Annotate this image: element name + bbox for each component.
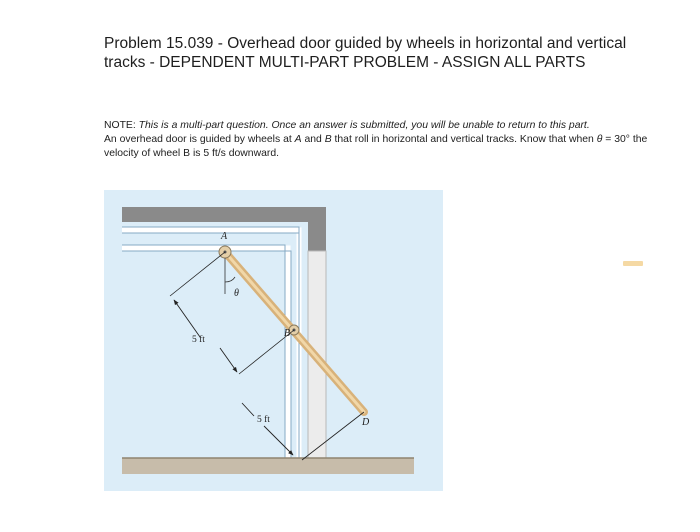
statement-point-b: B	[324, 134, 332, 145]
statement-mid: and	[304, 134, 322, 145]
door-figure	[104, 190, 443, 491]
dimension-right: 5 ft	[257, 415, 270, 425]
note-label: NOTE:	[104, 120, 136, 131]
figure-background	[104, 190, 443, 491]
statement-prefix: An overhead door is guided by wheels at	[104, 134, 292, 145]
label-d: D	[362, 417, 370, 428]
highlight-marker	[623, 261, 643, 266]
label-theta: θ	[234, 288, 239, 299]
floor	[122, 458, 414, 474]
ceiling-beam	[122, 207, 326, 222]
ceiling-corner	[308, 207, 326, 251]
label-b: B	[284, 328, 291, 339]
note-line	[104, 119, 664, 133]
statement-point-a: A	[294, 134, 302, 145]
statement-suffix: that roll in horizontal and vertical tracks. Know that when	[334, 134, 594, 145]
statement-line	[104, 133, 664, 161]
problem-title: Problem 15.039 - Overhead door guided by wheels in horizontal and vertical tracks - DEPENDENT MULTI-PART PROBLEM - ASSIGN ALL PARTS	[104, 35, 627, 71]
dimension-left: 5 ft	[192, 335, 205, 345]
problem-statement	[104, 119, 664, 161]
statement-condition: = 30° the velocity of wheel B is 5 ft/s downward.	[104, 134, 648, 159]
label-a: A	[221, 231, 228, 242]
statement-theta: θ	[596, 134, 603, 145]
note-text: This is a multi-part question. Once an answer is submitted, you will be unable to return to this part.	[138, 120, 590, 131]
